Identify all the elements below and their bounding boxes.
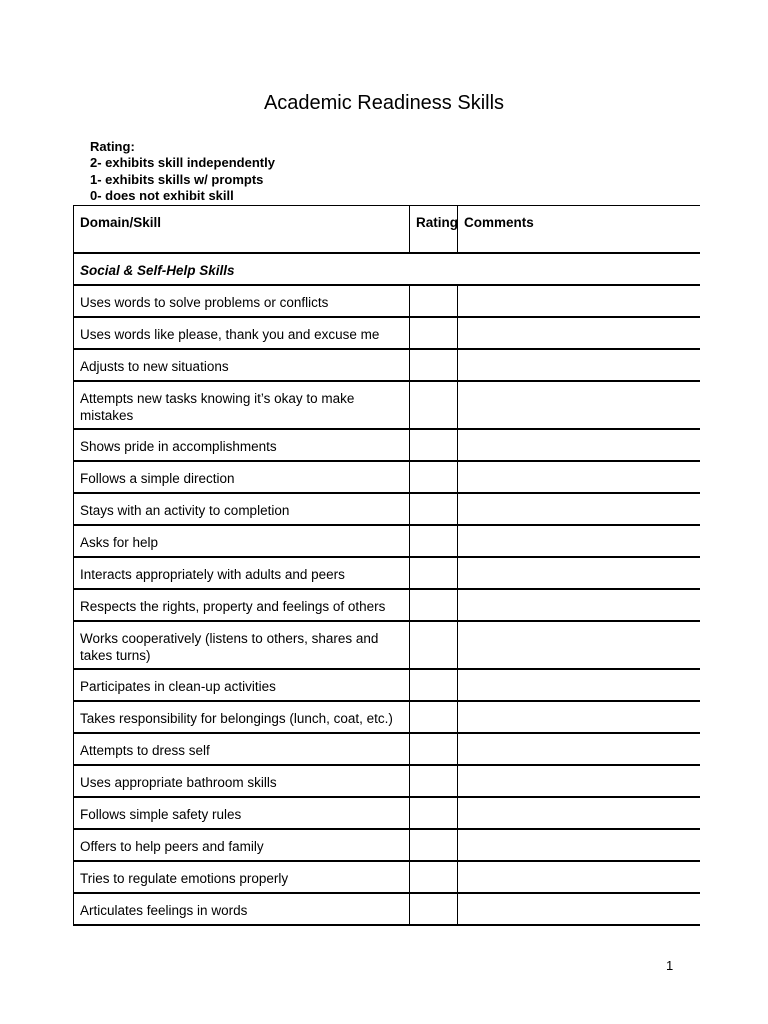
comments-cell[interactable] — [458, 285, 701, 317]
skills-table — [73, 205, 700, 926]
page-number: 1 — [666, 958, 674, 973]
section-row — [74, 253, 701, 285]
skill-cell: Uses appropriate bathroom skills — [74, 765, 410, 797]
comments-cell[interactable] — [458, 621, 701, 669]
table-row — [74, 525, 701, 557]
skill-cell: Shows pride in accomplishments — [74, 429, 410, 461]
table-row — [74, 381, 701, 429]
skill-cell: Participates in clean-up activities — [74, 669, 410, 701]
table-row — [74, 493, 701, 525]
skill-cell: Offers to help peers and family — [74, 829, 410, 861]
comments-cell[interactable] — [458, 669, 701, 701]
rating-cell[interactable] — [410, 861, 458, 893]
table-row — [74, 893, 701, 925]
rating-cell[interactable] — [410, 557, 458, 589]
skill-cell: Works cooperatively (listens to others, shares and takes turns) — [74, 621, 410, 669]
rating-cell[interactable] — [410, 461, 458, 493]
rating-cell[interactable] — [410, 893, 458, 925]
rating-cell[interactable] — [410, 429, 458, 461]
comments-cell[interactable] — [458, 701, 701, 733]
comments-cell[interactable] — [458, 765, 701, 797]
comments-cell[interactable] — [458, 317, 701, 349]
table-row — [74, 589, 701, 621]
rating-legend-line: 0- does not exhibit skill — [90, 187, 234, 203]
header-domain-skill: Domain/Skill — [74, 206, 410, 254]
comments-cell[interactable] — [458, 429, 701, 461]
skill-cell: Uses words to solve problems or conflicts — [74, 285, 410, 317]
rating-cell[interactable] — [410, 701, 458, 733]
comments-cell[interactable] — [458, 829, 701, 861]
rating-cell[interactable] — [410, 621, 458, 669]
comments-cell[interactable] — [458, 797, 701, 829]
comments-cell[interactable] — [458, 349, 701, 381]
table-row — [74, 861, 701, 893]
comments-cell[interactable] — [458, 557, 701, 589]
rating-cell[interactable] — [410, 349, 458, 381]
table-row — [74, 797, 701, 829]
table-row — [74, 349, 701, 381]
rating-legend-heading: Rating: — [90, 139, 135, 154]
comments-cell[interactable] — [458, 493, 701, 525]
rating-cell[interactable] — [410, 589, 458, 621]
skill-cell: Asks for help — [74, 525, 410, 557]
rating-legend-line: 1- exhibits skills w/ prompts — [90, 171, 264, 187]
header-rating: Rating — [410, 206, 458, 254]
skill-cell: Takes responsibility for belongings (lunch, coat, etc.) — [74, 701, 410, 733]
skill-cell: Follows simple safety rules — [74, 797, 410, 829]
comments-cell[interactable] — [458, 461, 701, 493]
skill-cell: Adjusts to new situations — [74, 349, 410, 381]
comments-cell[interactable] — [458, 525, 701, 557]
table-row — [74, 765, 701, 797]
table-row — [74, 733, 701, 765]
page-title: Academic Readiness Skills — [263, 92, 505, 114]
rating-cell[interactable] — [410, 493, 458, 525]
comments-cell[interactable] — [458, 733, 701, 765]
rating-cell[interactable] — [410, 765, 458, 797]
comments-cell[interactable] — [458, 381, 701, 429]
table-row — [74, 829, 701, 861]
skill-cell: Attempts new tasks knowing it’s okay to make mistakes — [74, 381, 410, 429]
table-row — [74, 461, 701, 493]
skill-cell: Attempts to dress self — [74, 733, 410, 765]
section-title: Social & Self-Help Skills — [74, 253, 701, 285]
skill-cell: Articulates feelings in words — [74, 893, 410, 925]
table-row — [74, 557, 701, 589]
skill-cell: Tries to regulate emotions properly — [74, 861, 410, 893]
table-row — [74, 701, 701, 733]
skill-cell: Uses words like please, thank you and excuse me — [74, 317, 410, 349]
comments-cell[interactable] — [458, 589, 701, 621]
skill-cell: Follows a simple direction — [74, 461, 410, 493]
rating-cell[interactable] — [410, 317, 458, 349]
rating-cell[interactable] — [410, 829, 458, 861]
table-row — [74, 621, 701, 669]
comments-cell[interactable] — [458, 861, 701, 893]
table-row — [74, 669, 701, 701]
rating-legend — [90, 139, 275, 204]
skill-cell: Stays with an activity to completion — [74, 493, 410, 525]
table-header-row — [74, 206, 701, 254]
skill-cell: Interacts appropriately with adults and peers — [74, 557, 410, 589]
rating-cell[interactable] — [410, 525, 458, 557]
header-comments: Comments — [458, 206, 701, 254]
rating-cell[interactable] — [410, 733, 458, 765]
rating-cell[interactable] — [410, 797, 458, 829]
rating-cell[interactable] — [410, 285, 458, 317]
table-row — [74, 317, 701, 349]
rating-legend-line: 2- exhibits skill independently — [90, 155, 275, 171]
comments-cell[interactable] — [458, 893, 701, 925]
rating-cell[interactable] — [410, 669, 458, 701]
table-row — [74, 285, 701, 317]
table-row — [74, 429, 701, 461]
rating-cell[interactable] — [410, 381, 458, 429]
skill-cell: Respects the rights, property and feelings of others — [74, 589, 410, 621]
